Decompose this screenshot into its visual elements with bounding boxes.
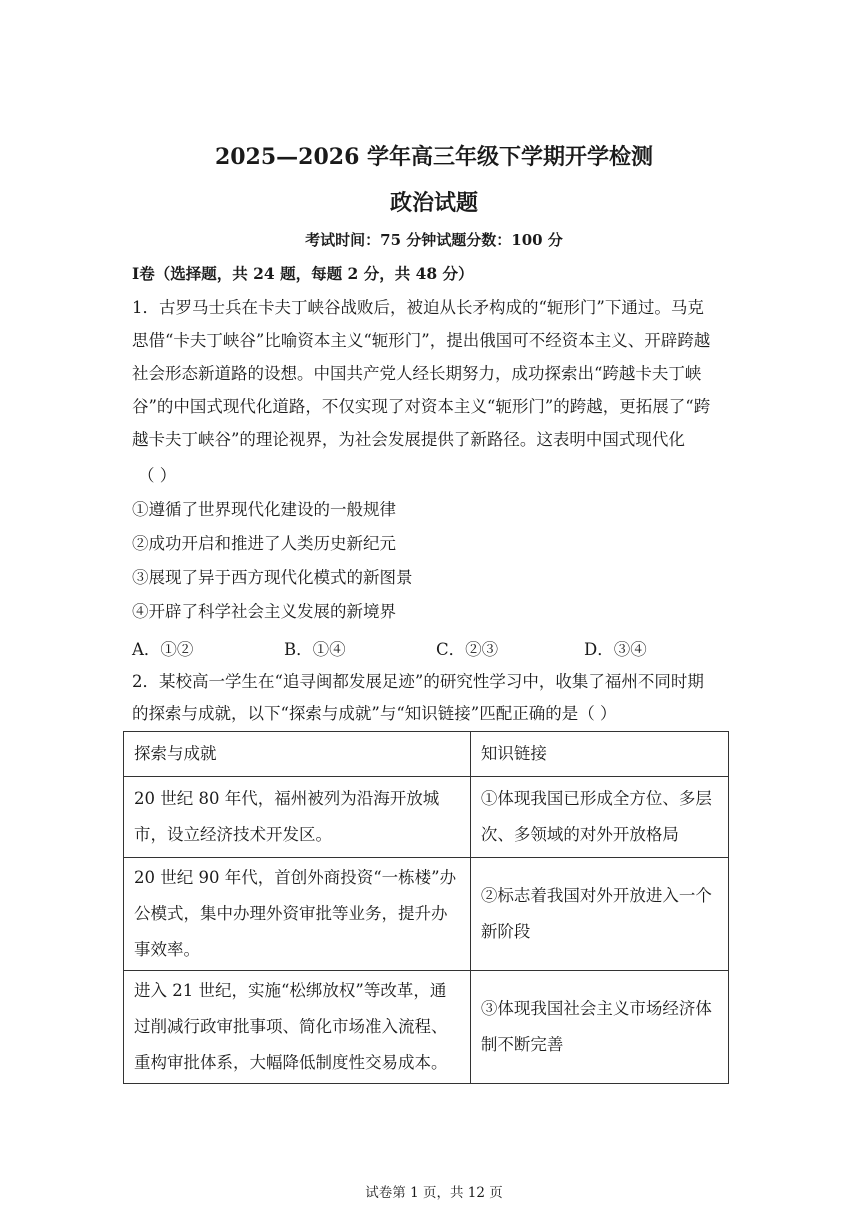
q1-line: 谷”的中国式现代化道路，不仅实现了对资本主义“轭形门”的跨越，更拓展了“跨 — [132, 397, 711, 416]
option-c[interactable]: C．②③ — [436, 640, 499, 659]
q1-item: ③展现了异于西方现代化模式的新图景 — [132, 568, 413, 587]
q1-line: 1．古罗马士兵在卡夫丁峡谷战败后，被迫从长矛构成的“轭形门”下通过。马克 — [132, 298, 704, 317]
q1-item: ②成功开启和推进了人类历史新纪元 — [132, 534, 396, 553]
option-b[interactable]: B．①④ — [284, 640, 346, 659]
exam-info: 考试时间：75 分钟试题分数：100 分 — [305, 231, 563, 249]
table-cell: ②标志着我国对外开放进入一个新阶段 — [470, 858, 728, 971]
section-heading: Ⅰ卷（选择题，共 24 题，每题 2 分，共 48 分） — [132, 264, 474, 283]
q1-answer-blank: （ ） — [138, 466, 177, 485]
page-footer: 试卷第 1 页，共 12 页 — [365, 1185, 503, 1201]
q2-line: 2．某校高一学生在“追寻闽都发展足迹”的研究性学习中，收集了福州不同时期 — [132, 672, 704, 691]
q1-line: 社会形态新道路的设想。中国共产党人经长期努力，成功探索出“跨越卡夫丁峡 — [132, 364, 702, 383]
q1-line: 思借“卡夫丁峡谷”比喻资本主义“轭形门”，提出俄国可不经资本主义、开辟跨越 — [132, 331, 711, 350]
q1-item: ④开辟了科学社会主义发展的新境界 — [132, 602, 396, 621]
table-row — [124, 777, 729, 858]
table-cell: ③体现我国社会主义市场经济体制不断完善 — [470, 971, 728, 1084]
subject-title: 政治试题 — [389, 190, 478, 216]
table-cell: 20 世纪 80 年代，福州被列为沿海开放城市，设立经济技术开发区。 — [124, 777, 471, 858]
table-cell: ①体现我国已形成全方位、多层次、多领域的对外开放格局 — [470, 777, 728, 858]
exam-title: 2025—2026 学年高三年级下学期开学检测 — [214, 144, 654, 170]
q1-options — [132, 636, 672, 658]
table-header-cell: 探索与成就 — [124, 732, 471, 777]
q1-item: ①遵循了世界现代化建设的一般规律 — [132, 500, 396, 519]
q2-table — [123, 731, 729, 1084]
q2-line: 的探索与成就，以下“探索与成就”与“知识链接”匹配正确的是（ ） — [132, 704, 617, 723]
table-cell: 20 世纪 90 年代，首创外商投资“一栋楼”办公模式，集中办理外资审批等业务，提升办事效率。 — [124, 858, 471, 971]
table-cell: 进入 21 世纪，实施“松绑放权”等改革，通过削减行政审批事项、简化市场准入流程、重构审批体系，大幅降低制度性交易成本。 — [124, 971, 471, 1084]
option-a[interactable]: A．①② — [132, 640, 194, 659]
table-header-cell: 知识链接 — [470, 732, 728, 777]
table-row — [124, 858, 729, 971]
table-header-row — [124, 732, 729, 777]
table-row — [124, 971, 729, 1084]
option-d[interactable]: D．③④ — [584, 640, 647, 659]
q1-line: 越卡夫丁峡谷”的理论视界，为社会发展提供了新路径。这表明中国式现代化 — [132, 430, 685, 449]
